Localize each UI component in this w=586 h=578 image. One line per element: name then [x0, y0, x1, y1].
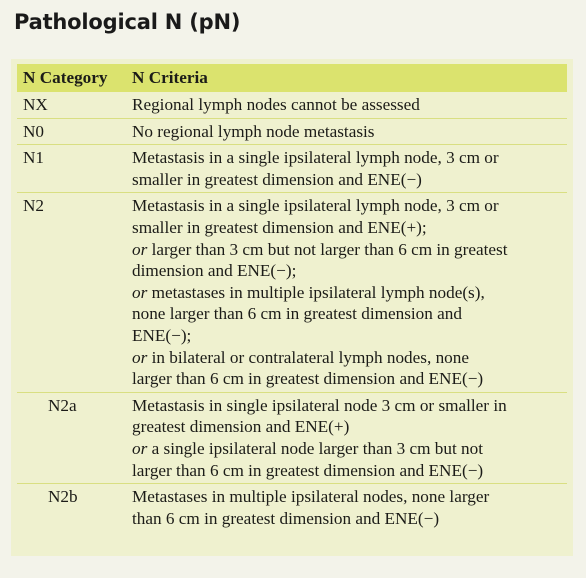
criteria-text: none larger than 6 cm in greatest dimension and — [132, 304, 462, 324]
n-category-cell: N2 — [23, 196, 45, 216]
or-qualifier: or — [132, 282, 148, 302]
n-category-cell: N2a — [48, 395, 77, 415]
criteria-text: Metastasis in a single ipsilateral lymph node, 3 cm or — [132, 148, 499, 168]
criteria-text: No regional lymph node metastasis — [132, 121, 375, 141]
table-row — [17, 483, 567, 531]
criteria-line — [132, 147, 567, 169]
table-row — [17, 92, 567, 118]
header-n-category: N Category — [23, 68, 108, 88]
criteria-line — [132, 195, 567, 217]
criteria-text: smaller in greatest dimension and ENE(−) — [132, 169, 422, 189]
criteria-line — [132, 282, 567, 304]
table-header-row — [17, 64, 567, 92]
criteria-text: larger than 6 cm in greatest dimension and ENE(−) — [132, 369, 484, 389]
criteria-text: in bilateral or contralateral lymph nodes, none — [147, 347, 469, 367]
table-row — [17, 144, 567, 192]
criteria-text: Metastasis in a single ipsilateral lymph node, 3 cm or — [132, 196, 499, 216]
criteria-text: Metastases in multiple ipsilateral nodes, none larger — [132, 487, 490, 507]
table-body — [17, 92, 567, 531]
criteria-text: larger than 3 cm but not larger than 6 cm in greatest — [147, 239, 508, 259]
header-n-criteria: N Criteria — [132, 68, 208, 88]
criteria-text: ENE(−); — [132, 325, 192, 345]
n-category-cell: N0 — [23, 121, 45, 141]
table-row — [17, 192, 567, 391]
criteria-text: metastases in multiple ipsilateral lymph node(s), — [147, 282, 485, 302]
criteria-line — [132, 94, 567, 116]
page-title: Pathological N (pN) — [14, 10, 241, 34]
n-criteria-cell — [132, 193, 567, 391]
criteria-text: Metastasis in single ipsilateral node 3 cm or smaller in — [132, 395, 507, 415]
n-category-cell: N1 — [23, 148, 45, 168]
criteria-line — [132, 260, 567, 282]
criteria-line — [132, 486, 567, 508]
criteria-text: a single ipsilateral node larger than 3 cm but not — [147, 438, 483, 458]
criteria-line — [132, 416, 567, 438]
n-category-cell: N2b — [48, 487, 78, 507]
criteria-line — [132, 460, 567, 482]
criteria-line — [132, 303, 567, 325]
n-criteria-cell — [132, 145, 567, 192]
or-qualifier: or — [132, 239, 148, 259]
criteria-text: smaller in greatest dimension and ENE(+); — [132, 217, 427, 237]
criteria-text: larger than 6 cm in greatest dimension and ENE(−) — [132, 460, 484, 480]
criteria-text: dimension and ENE(−); — [132, 261, 297, 281]
criteria-line — [132, 347, 567, 369]
criteria-line — [132, 368, 567, 390]
criteria-line — [132, 395, 567, 417]
n-criteria-cell — [132, 393, 567, 483]
criteria-line — [132, 438, 567, 460]
table-row — [17, 118, 567, 145]
n-category-cell: NX — [23, 95, 48, 114]
or-qualifier: or — [132, 438, 148, 458]
criteria-line — [132, 325, 567, 347]
criteria-text: greatest dimension and ENE(+) — [132, 417, 350, 437]
criteria-line — [132, 217, 567, 239]
n-criteria-cell — [132, 119, 567, 145]
staging-table — [11, 59, 573, 556]
criteria-line — [132, 121, 567, 143]
criteria-line — [132, 239, 567, 261]
criteria-line — [132, 169, 567, 191]
table-row — [17, 392, 567, 483]
criteria-line — [132, 508, 567, 530]
or-qualifier: or — [132, 347, 148, 367]
n-criteria-cell — [132, 92, 567, 118]
n-criteria-cell — [132, 484, 567, 531]
criteria-text: than 6 cm in greatest dimension and ENE(−) — [132, 508, 440, 528]
criteria-text: Regional lymph nodes cannot be assessed — [132, 95, 420, 114]
